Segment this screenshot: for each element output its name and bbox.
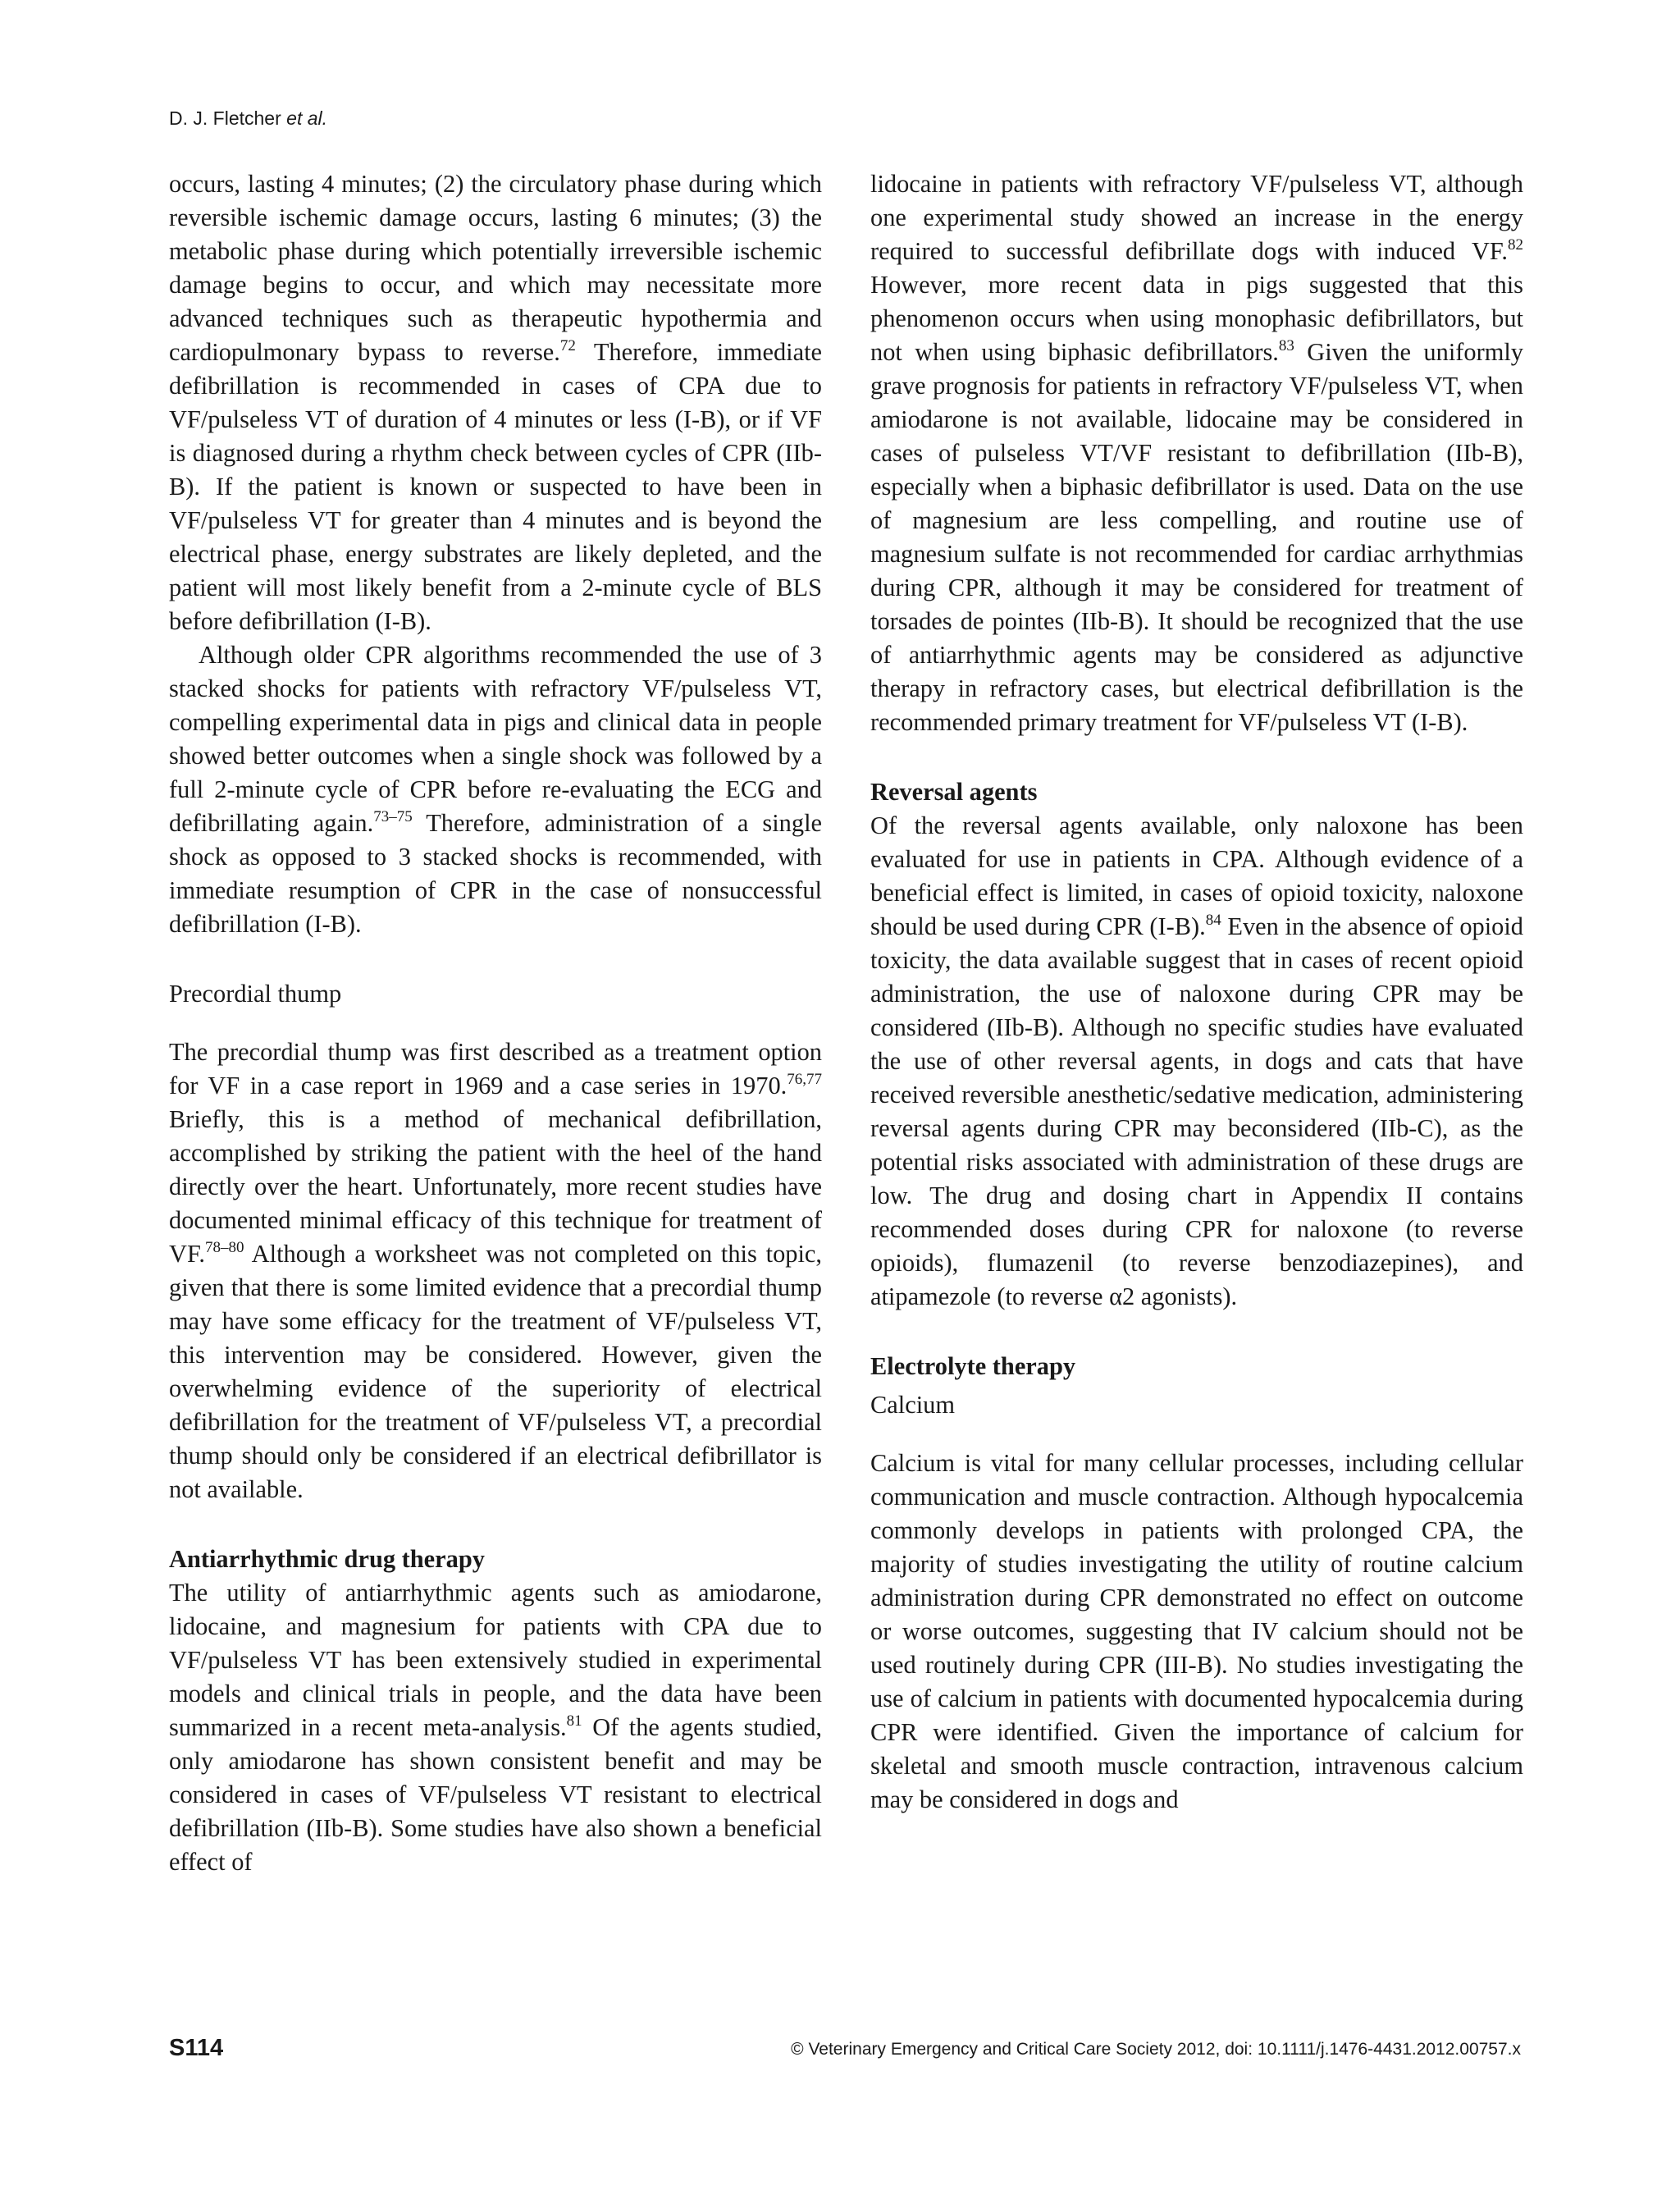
running-head-etal: et al. [286, 107, 328, 129]
citation-ref: 83 [1278, 337, 1294, 354]
paragraph: The precordial thump was first described as a treatment option for VF in a case report in 1969 and a case series in 1970.$^{76,77}$ Briefly, this is a method of mechanical defibrillation, accomplished by striking the patient with the heel of the hand directly over the heart. Unfortunately, more recent studies have documented minimal efficacy of this technique for treatment of VF.$^{78-80}$ Although a worksheet was not completed on this topic, given that there is some limited evidence that a precordial thump may have some efficacy for the treatment of VF/pulseless VT, this intervention may be considered. However, given the overwhelming evidence of the superiority of electrical defibrillation for the treatment of VF/pulseless VT, a precordial thump should only be considered if an electrical defibrillator is not available. [169, 1038, 822, 1503]
page-number: S114 [169, 2035, 224, 2061]
paragraph: lidocaine in patients with refractory VF/pulseless VT, although one experimental study showed an increase in the energy required to successful defibrillate dogs with induced VF.$^{82}$ However, more recent data in pigs suggested that this phenomenon occurs when using monophasic defibrillators, but not when using biphasic defibrillators.$^{83}$ Given the uniformly grave prognosis for patients in refractory VF/pulseless VT, when amiodarone is not available, lidocaine may be considered in cases of pulseless VT/VF resistant to defibrillation (IIb-B), especially when a biphasic defibrillator is used. Data on the use of magnesium are less compelling, and routine use of magnesium sulfate is not recommended for cardiac arrhythmias during CPR, although it may be considered for treatment of torsades de pointes (IIb-B). It should be recognized that the use of antiarrhythmic agents may be considered as adjunctive therapy in refractory cases, but electrical defibrillation is the recommended primary treatment for VF/pulseless VT (I-B). [870, 170, 1523, 736]
running-head [169, 107, 327, 130]
paragraph: occurs, lasting 4 minutes; (2) the circulatory phase during which reversible ischemic damage occurs, lasting 6 minutes; (3) the metabolic phase during which potentially irreversible ischemic damage begins to occur, and which may necessitate more advanced techniques such as therapeutic hypothermia and cardiopulmonary bypass to reverse.$^{72}$ Therefore, immediate defibrillation is recommended in cases of CPA due to VF/pulseless VT of duration of 4 minutes or less (I-B), or if VF is diagnosed during a rhythm check between cycles of CPR (IIb-B). If the patient is known or suspected to have been in VF/pulseless VT for greater than 4 minutes and is beyond the electrical phase, energy substrates are likely depleted, and the patient will most likely benefit from a 2-minute cycle of BLS before defibrillation (I-B). [169, 170, 822, 635]
running-head-authors: D. J. Fletcher [169, 107, 287, 129]
paragraph: Of the reversal agents available, only naloxone has been evaluated for use in patients in CPA. Although evidence of a beneficial effect is limited, in cases of opioid toxicity, naloxone should be used during CPR (I-B).$^{84}$ Even in the absence of opioid toxicity, the data available suggest that in cases of recent opioid administration, the use of naloxone during CPR may be considered (IIb-B). Although no specific studies have evaluated the use of other reversal agents, in dogs and cats that have received reversible anesthetic/sedative medication, administering reversal agents during CPR may beconsidered (IIb-C), as the potential risks associated with administration of these drugs are low. The drug and dosing chart in Appendix II contains recommended doses during CPR for naloxone (to reverse opioids), flumazenil (to reverse benzodiazepines), and atipamezole (to reverse α2 agonists). [870, 811, 1523, 1310]
right-column [870, 167, 1523, 1817]
citation-ref: 76,77 [787, 1071, 822, 1088]
citation-ref: 84 [1205, 912, 1221, 929]
heading-reversal-agents: Reversal agents [870, 778, 1038, 806]
paragraph: Calcium is vital for many cellular processes, including cellular communication and muscle contraction. Although hypocalcemia commonly develops in patients with prolonged CPA, the majority of studies investigating the utility of routine calcium administration during CPR demonstrated no effect on outcome or worse outcomes, suggesting that IV calcium should not be used routinely during CPR (III-B). No studies investigating the use of calcium in patients with documented hypocalcemia during CPR were identified. Given the importance of calcium for skeletal and smooth muscle contraction, intravenous calcium may be considered in dogs and [870, 1449, 1523, 1813]
footer-citation: © Veterinary Emergency and Critical Care Society 2012, doi: 10.1111/j.1476-4431.2012.00757.x [791, 2040, 1521, 2059]
paragraph: Although older CPR algorithms recommended the use of 3 stacked shocks for patients with refractory VF/pulseless VT, compelling experimental data in pigs and clinical data in people showed better outcomes when a single shock was followed by a full 2-minute cycle of CPR before re-evaluating the ECG and defibrillating again.$^{73-75}$ Therefore, administration of a single shock as opposed to 3 stacked shocks is recommended, with immediate resumption of CPR in the case of nonsuccessful defibrillation (I-B). [169, 641, 823, 938]
heading-antiarrhythmic: Antiarrhythmic drug therapy [169, 1545, 485, 1573]
citation-ref: 81 [566, 1712, 582, 1730]
citation-ref: 78–80 [205, 1239, 244, 1256]
subheading-precordial-thump: Precordial thump [169, 980, 342, 1008]
citation-ref: 82 [1508, 236, 1523, 254]
paragraph: The utility of antiarrhythmic agents such as amiodarone, lidocaine, and magnesium for patients with CPA due to VF/pulseless VT has been extensively studied in experimental models and clinical trials in people, and the data have been summarized in a recent meta-analysis.$^{81}$ Of the agents studied, only amiodarone has shown consistent benefit and may be considered in cases of VF/pulseless VT resistant to electrical defibrillation (IIb-B). Some studies have also shown a beneficial effect of [169, 1579, 822, 1876]
subheading-calcium: Calcium [870, 1391, 955, 1419]
left-column [169, 167, 822, 1879]
citation-ref: 72 [559, 337, 576, 354]
heading-electrolyte-therapy: Electrolyte therapy [870, 1352, 1076, 1380]
citation-ref: 73–75 [373, 808, 413, 825]
